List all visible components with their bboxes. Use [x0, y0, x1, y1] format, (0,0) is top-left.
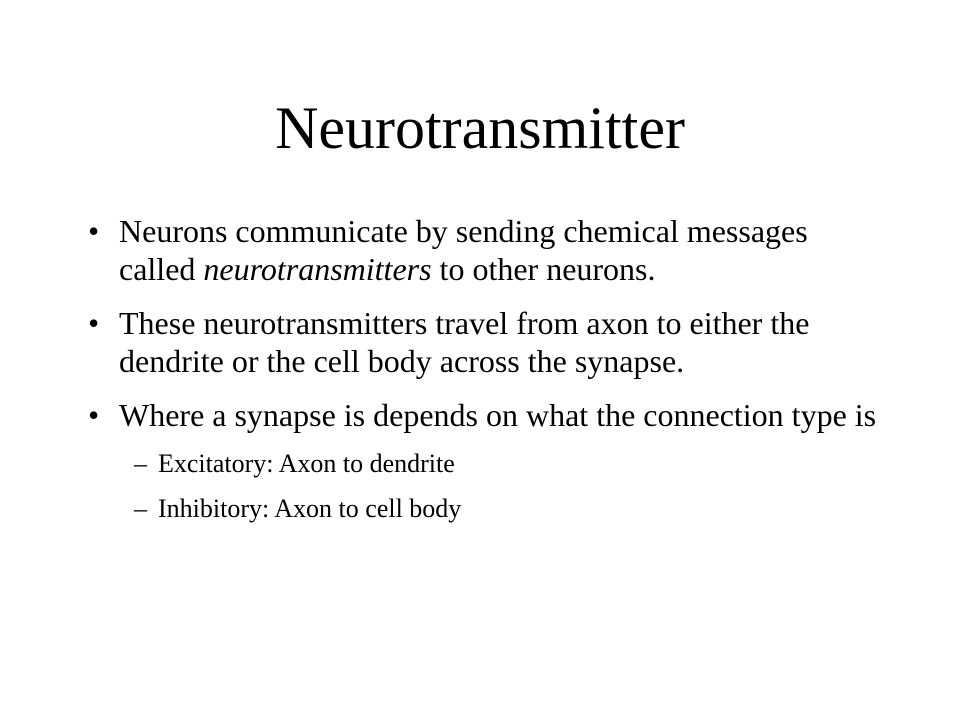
sub-bullet-list [119, 448, 888, 524]
bullet-text-end: to other neurons. [431, 251, 656, 287]
bullet-text: These neurotransmitters travel from axon to either the dendrite or the cell body across the synapse. [119, 305, 810, 379]
bullet-item [88, 396, 888, 524]
bullet-text [119, 213, 808, 287]
bullet-text: Where a synapse is depends on what the connection type is [119, 397, 877, 433]
bullet-text-emphasis: neurotransmitters [203, 251, 432, 287]
bullet-list [88, 212, 888, 540]
sub-bullet-text: Inhibitory: Axon to cell body [158, 494, 462, 523]
sub-bullet-item [119, 448, 888, 479]
bullet-marker: • [88, 397, 100, 433]
sub-bullet-text: Excitatory: Axon to dendrite [158, 449, 455, 478]
dash-marker: – [134, 494, 147, 523]
bullet-marker: • [88, 213, 100, 249]
bullet-item [88, 304, 888, 380]
slide-title: Neurotransmitter [275, 95, 685, 161]
bullet-text-start: Neurons communicate by sending chemical messages called [119, 213, 808, 287]
bullet-marker: • [88, 305, 100, 341]
dash-marker: – [134, 449, 147, 478]
sub-bullet-item [119, 493, 888, 524]
bullet-item [88, 212, 888, 288]
